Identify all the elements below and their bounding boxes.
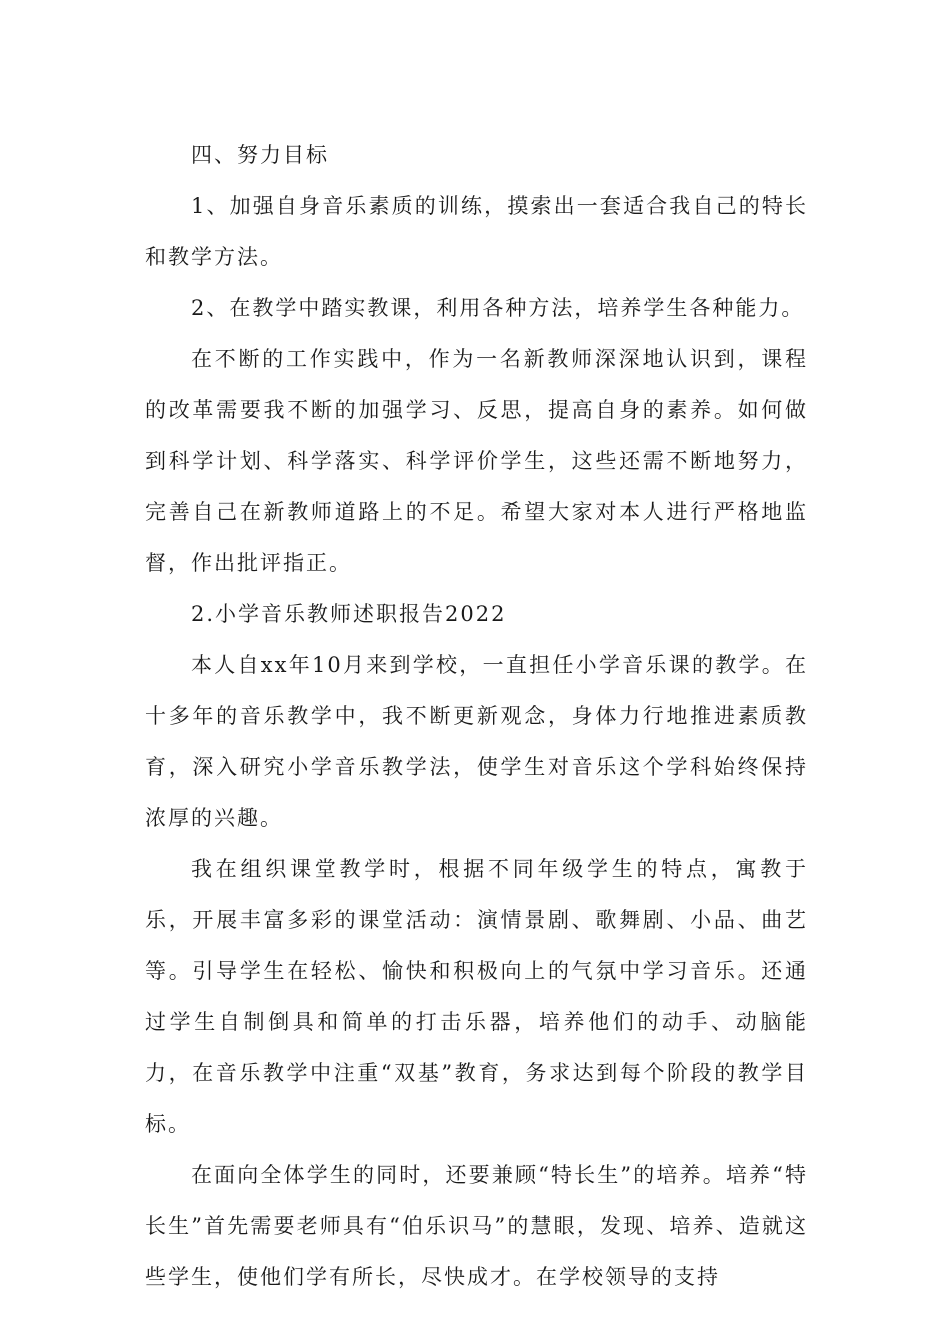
reflection-paragraph: 在不断的工作实践中，作为一名新教师深深地认识到，课程的改革需要我不断的加强学习、反思，提高自身的素养。如何做到科学计划、科学落实、科学评价学生，这些还需不断地努力，完善自己在新教师道路上的不足。希望大家对本人进行严格地监督，作出批评指正。 [145,347,808,575]
section-heading: 四、努力目标 [191,143,329,167]
goal-item-1: 1、加强自身音乐素质的训练，摸索出一套适合我自己的特长和教学方法。 [145,194,808,269]
document-body [145,130,808,1303]
talent-paragraph: 在面向全体学生的同时，还要兼顾“特长生”的培养。培养“特长生”首先需要老师具有“伯乐识马”的慧眼，发现、培养、造就这些学生，使他们学有所长，尽快成才。在学校领导的支持 [145,1163,808,1289]
report-title: 2.小学音乐教师述职报告2022 [191,602,507,626]
classroom-paragraph: 我在组织课堂教学时，根据不同年级学生的特点，寓教于乐，开展丰富多彩的课堂活动：演情景剧、歌舞剧、小品、曲艺等。引导学生在轻松、愉快和积极向上的气氛中学习音乐。还通过学生自制倒具和简单的打击乐器，培养他们的动手、动脑能力，在音乐教学中注重“双基”教育，务求达到每个阶段的教学目标。 [145,857,808,1136]
intro-paragraph: 本人自xx年10月来到学校，一直担任小学音乐课的教学。在十多年的音乐教学中，我不断更新观念，身体力行地推进素质教育，深入研究小学音乐教学法，使学生对音乐这个学科始终保持浓厚的兴趣。 [145,653,808,830]
goal-item-2: 2、在教学中踏实教课，利用各种方法，培养学生各种能力。 [191,296,805,320]
